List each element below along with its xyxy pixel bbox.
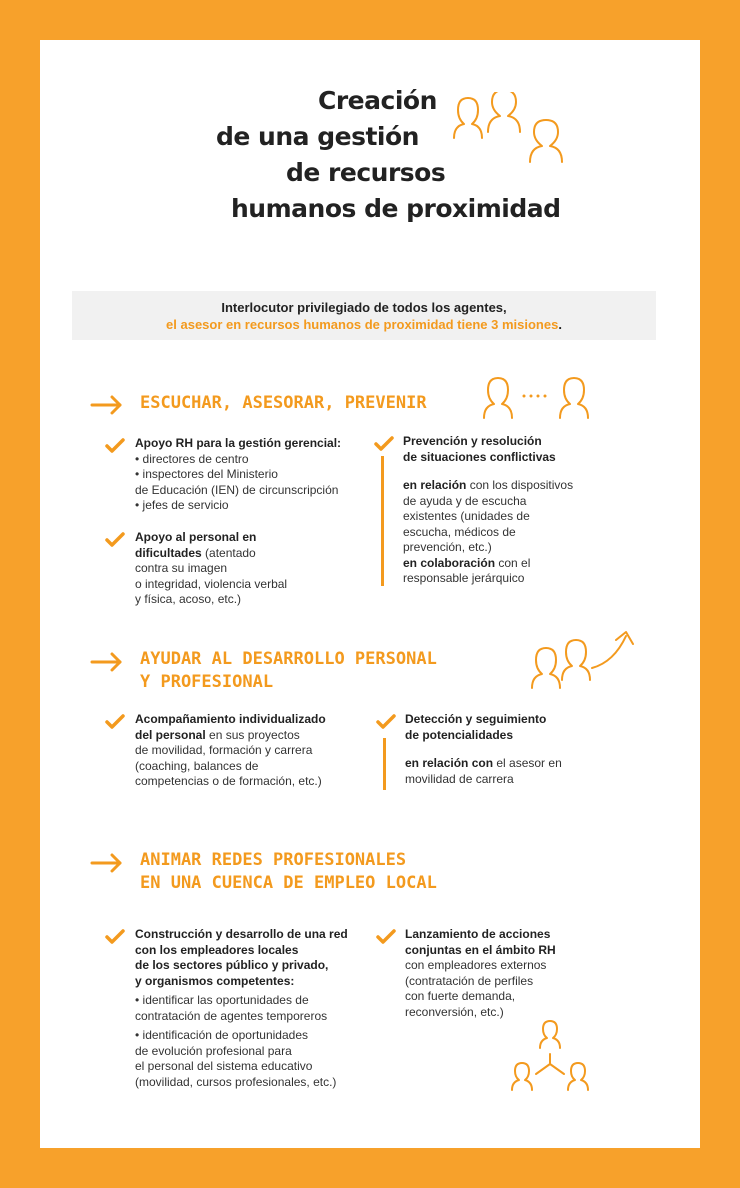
text-bold: en colaboración (403, 555, 496, 570)
text-line: y organismos competentes: (135, 973, 295, 988)
text-line: de situaciones conflictivas (403, 449, 556, 464)
arrow-right-icon (90, 652, 124, 672)
section1-left-block-2 (135, 530, 287, 608)
text-bold: en relación con (405, 756, 494, 770)
text-line: contratación de agentes temporeros (135, 1008, 328, 1023)
checkmark-icon (375, 928, 397, 946)
title-line-3: de recursos (286, 158, 446, 187)
text-line: Detección y seguimiento (405, 712, 547, 726)
section1-left-block-1 (135, 436, 341, 514)
text-line: o integridad, violencia verbal (135, 576, 288, 591)
text-line: prevención, etc.) (403, 540, 492, 554)
text-line: reconversión, etc.) (405, 1004, 504, 1019)
text-line: • jefes de servicio (135, 498, 229, 512)
text-line: y física, acoso, etc.) (135, 592, 242, 606)
text-line: Apoyo al personal en (135, 530, 257, 544)
text-line: Lanzamiento de acciones (405, 927, 551, 941)
section2-right-block (405, 712, 562, 787)
text-line (403, 478, 573, 494)
section3-heading-2: EN UNA CUENCA DE EMPLEO LOCAL (140, 873, 437, 893)
text-line: de evolución profesional para (135, 1043, 292, 1058)
section3-left-block (135, 927, 348, 1090)
text-line: conjuntas en el ámbito RH (405, 942, 556, 957)
text-line (405, 756, 562, 772)
checkmark-icon (104, 437, 126, 455)
title-line-4: humanos de proximidad (231, 194, 561, 223)
text-line: el personal del sistema educativo (135, 1059, 313, 1073)
text-line: competencias o de formación, etc.) (135, 774, 322, 788)
text-bold: dificultades (135, 545, 202, 560)
divider-line (381, 456, 384, 586)
text-line (403, 556, 573, 572)
checkmark-icon (104, 531, 126, 549)
banner-line-2-end: . (558, 317, 562, 332)
text-line: • inspectores del Ministerio (135, 467, 278, 481)
text-line: Construcción y desarrollo de una red (135, 927, 348, 941)
text-line: escucha, médicos de (403, 524, 516, 539)
text-line: con los empleadores locales (135, 942, 299, 957)
text-line: • directores de centro (135, 451, 249, 466)
dialogue-icon (482, 374, 594, 422)
checkmark-icon (104, 713, 126, 731)
text-line: Apoyo RH para la gestión gerencial: (135, 436, 342, 450)
text-regular: en sus proyectos (205, 727, 300, 742)
text-line: existentes (unidades de (403, 509, 530, 523)
text-line: de Educación (IEN) de circunscripción (135, 482, 339, 497)
section2-left-block (135, 712, 326, 790)
text-line: • identificar las oportunidades de (135, 993, 309, 1007)
text-line: contra su imagen (135, 561, 228, 575)
network-icon (508, 1018, 594, 1092)
text-line: Prevención y resolución (403, 434, 542, 448)
checkmark-icon (373, 435, 395, 453)
intro-banner (72, 291, 656, 340)
banner-line-2 (72, 317, 656, 332)
text-regular: con el (495, 555, 531, 570)
section1-right-block (403, 434, 573, 587)
arrow-right-icon (90, 853, 124, 873)
section3-right-block (405, 927, 556, 1020)
text-bold: en relación (403, 478, 467, 492)
growth-icon (530, 628, 638, 692)
people-icon (448, 92, 578, 182)
text-bold: del personal (135, 727, 206, 742)
arrow-right-icon (90, 395, 124, 415)
text-line: Acompañamiento individualizado (135, 712, 326, 726)
text-line: de ayuda y de escucha (403, 493, 527, 508)
text-regular: con los dispositivos (466, 478, 574, 492)
text-regular: el asesor en (493, 756, 562, 770)
section1-heading: ESCUCHAR, ASESORAR, PREVENIR (140, 393, 427, 413)
banner-line-1: Interlocutor privilegiado de todos los agentes, (221, 300, 507, 315)
text-line: • identificación de oportunidades (135, 1028, 308, 1042)
text-line: con empleadores externos (405, 958, 547, 972)
divider-line (383, 738, 386, 790)
text-line: movilidad de carrera (405, 771, 514, 786)
text-line: (coaching, balances de (135, 758, 259, 773)
text-line: (contratación de perfiles (405, 973, 534, 988)
text-regular: (atentado (201, 545, 256, 560)
text-line: (movilidad, cursos profesionales, etc.) (135, 1074, 337, 1089)
checkmark-icon (104, 928, 126, 946)
text-line (135, 728, 326, 744)
title-line-1: Creación (318, 86, 437, 115)
text-line (135, 546, 287, 562)
checkmark-icon (375, 713, 397, 731)
text-line: con fuerte demanda, (405, 989, 516, 1003)
banner-line-2-text: el asesor en recursos humanos de proximidad tiene 3 misiones (166, 317, 559, 332)
title-line-2: de una gestión (216, 122, 419, 151)
text-line: de movilidad, formación y carrera (135, 743, 313, 757)
section2-heading-1: AYUDAR AL DESARROLLO PERSONAL (140, 649, 437, 669)
text-line: responsable jerárquico (403, 571, 525, 585)
text-line: de los sectores público y privado, (135, 958, 329, 972)
section3-heading-1: ANIMAR REDES PROFESIONALES (140, 850, 407, 870)
section2-heading-2: Y PROFESIONAL (140, 672, 274, 692)
text-line: de potencialidades (405, 727, 514, 742)
